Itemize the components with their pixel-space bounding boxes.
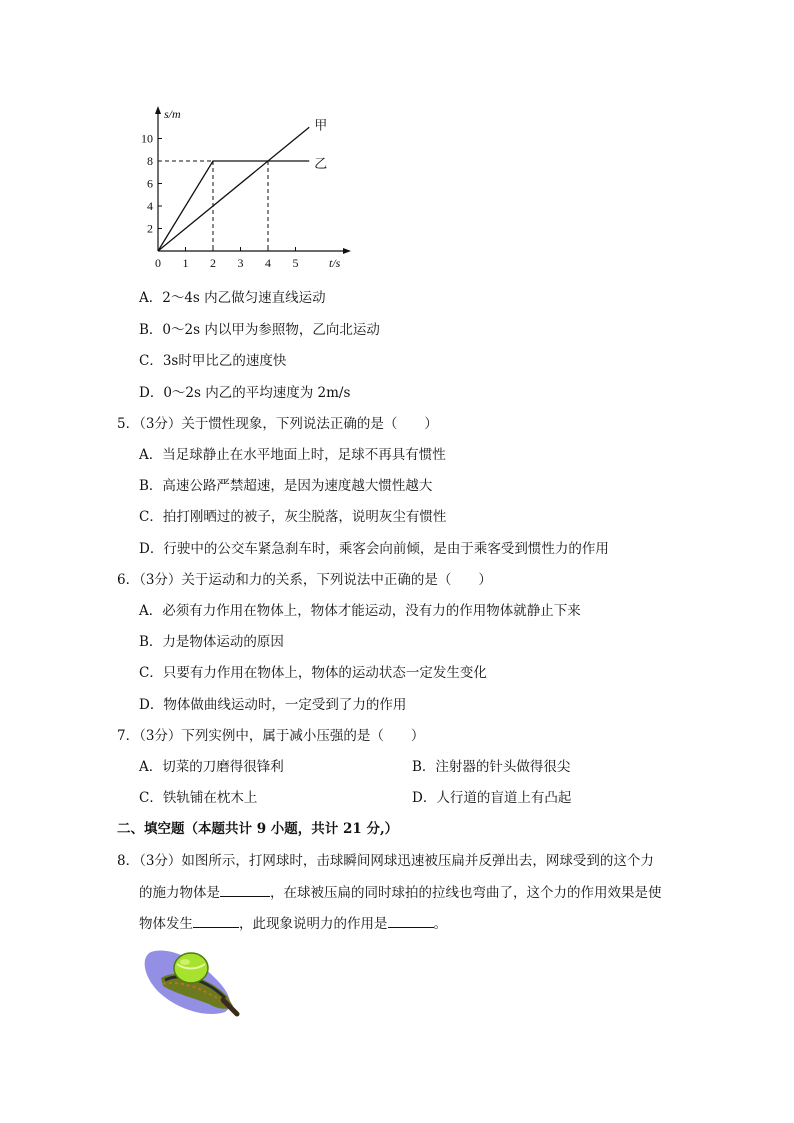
x-tick-label: 0 (155, 256, 161, 270)
q4-option-d (139, 384, 350, 402)
y-axis-arrow (155, 106, 161, 114)
y-tick-label: 10 (141, 131, 153, 146)
q6-stem: 6．（3分）关于运动和力的关系，下列说法中正确的是（ ） (117, 572, 492, 588)
q4-option-a (139, 289, 326, 307)
y-axis-label: s/m (164, 107, 181, 121)
option-letter: A． (139, 290, 163, 306)
series-line-yi (158, 161, 309, 251)
y-tick-label: 2 (147, 221, 153, 236)
q5-option-b: B．高速公路严禁超速，是因为速度越大惯性越大 (139, 478, 433, 494)
section-heading: 二、填空题（本题共计 9 小题，共计 21 分,） (117, 821, 399, 837)
q6-option-b: B．力是物体运动的原因 (139, 634, 284, 650)
y-tick-label: 8 (147, 154, 153, 168)
q5-option-a: A．当足球静止在水平地面上时，足球不再具有惯性 (139, 447, 446, 463)
x-axis-arrow (343, 248, 351, 254)
x-tick-label: 5 (292, 256, 299, 270)
series-label: 乙 (314, 156, 328, 171)
option-letter: D． (139, 385, 164, 401)
q5-option-c: C．拍打刚晒过的被子，灰尘脱落，说明灰尘有惯性 (139, 509, 447, 525)
q7-option-d: D．人行道的盲道上有凸起 (412, 790, 572, 806)
answer-blank-3[interactable] (388, 914, 434, 928)
q8-text: ，在球被压扁的同时球拍的拉线也弯曲了，这个力的作用效果是使 (270, 885, 662, 901)
q8-text: 的施力物体是 (139, 885, 220, 901)
x-tick-label: 1 (182, 256, 189, 270)
option-text: 2～4s 内乙做匀速直线运动 (162, 290, 326, 306)
answer-blank-1[interactable] (220, 883, 270, 897)
answer-blank-2[interactable] (193, 914, 239, 928)
q7-option-a: A．切菜的刀磨得很锋利 (139, 759, 284, 775)
option-letter: B． (139, 322, 163, 338)
q4-option-b (139, 321, 380, 339)
x-axis-label: t/s (329, 256, 341, 270)
option-letter: C． (139, 353, 163, 369)
option-text: 0～2s 内以甲为参照物，乙向北运动 (162, 322, 380, 338)
q6-option-a: A．必须有力作用在物体上，物体才能运动，没有力的作用物体就静止下来 (139, 603, 581, 619)
x-tick-label: 3 (237, 256, 244, 270)
q8-line-3 (139, 914, 447, 933)
q8-line-1: 8．（3分）如图所示，打网球时，击球瞬间网球迅速被压扁并反弹出去，网球受到的这个力 (117, 853, 654, 869)
series-label: 甲 (314, 117, 328, 133)
q8-line-2 (139, 883, 662, 902)
y-tick-label: 6 (147, 176, 153, 191)
option-text: 3s时甲比乙的速度快 (162, 353, 287, 369)
q6-option-d: D．物体做曲线运动时，一定受到了力的作用 (139, 697, 407, 713)
q8-text: 物体发生 (139, 916, 193, 932)
option-text: 0～2s 内乙的平均速度为 2m/s (163, 385, 351, 401)
distance-time-graph (140, 104, 360, 274)
q7-option-c: C．铁轨铺在枕木上 (139, 790, 258, 806)
y-tick-label: 4 (147, 199, 153, 213)
q8-text: ，此现象说明力的作用是 (239, 916, 388, 932)
q4-option-c (139, 352, 286, 370)
q7-stem: 7．（3分）下列实例中，属于减小压强的是（ ） (117, 728, 425, 744)
series-line-jia (158, 127, 309, 251)
q5-option-d: D．行驶中的公交车紧急刹车时，乘客会向前倾，是由于乘客受到惯性力的作用 (139, 541, 609, 557)
q7-option-b: B．注射器的针头做得很尖 (412, 759, 571, 775)
q8-text: 。 (433, 916, 447, 932)
tennis-racket-ball-illustration (137, 940, 241, 1018)
q5-stem: 5．（3分）关于惯性现象，下列说法正确的是（ ） (117, 416, 438, 432)
x-tick-label: 4 (265, 256, 271, 270)
q6-option-c: C．只要有力作用在物体上，物体的运动状态一定发生变化 (139, 665, 487, 681)
x-tick-label: 2 (210, 256, 216, 270)
